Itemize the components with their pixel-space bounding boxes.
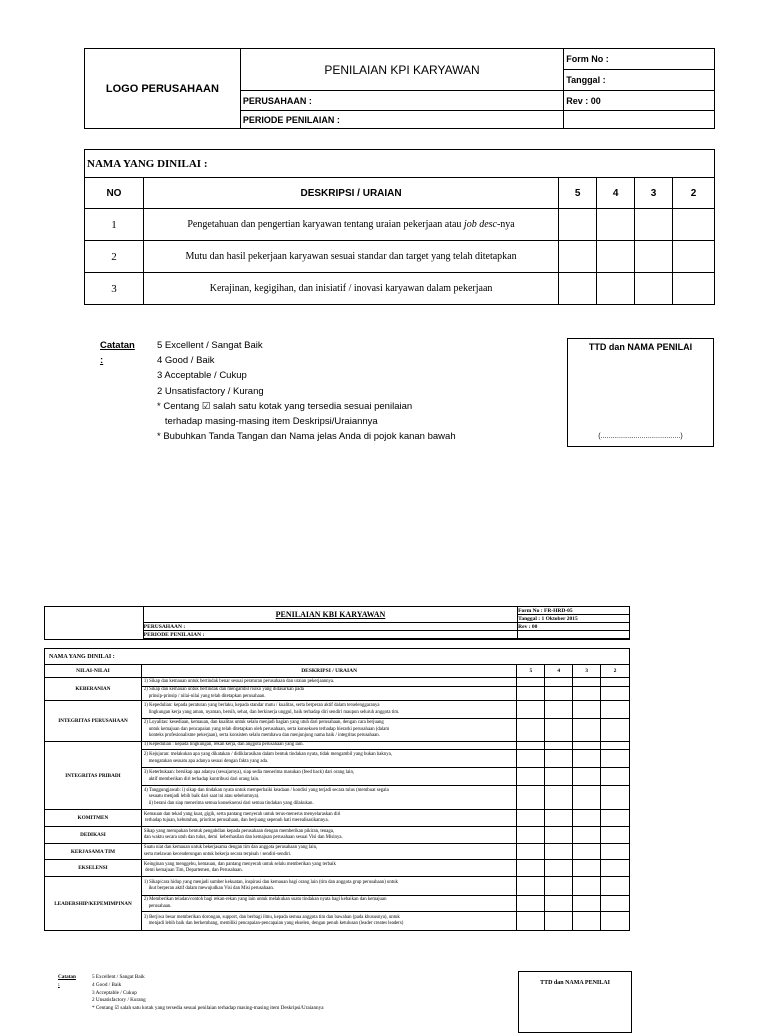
row-description: Sikap yang merupakan bentuk pengabdian kepada perusahaan dengan memberikan pikiran, tenaga, dan waktu secara utuh dan tulus, demi keberhasilan dan kemajuan perusahaan sesuai Visi dan Misinya.	[141, 827, 517, 844]
form-no-field[interactable]: Form No :	[564, 49, 715, 70]
score-checkbox-4[interactable]	[545, 844, 573, 860]
score-checkbox-5[interactable]	[517, 750, 545, 768]
row-description: 3) Berjiwa besar memberikan dorongan, support, dan berbagi ilmu, kepada semua anggota tim dan bawahan (pada khususnya), untuk menjadi lebih baik dan berkembang, memiliki pencapaian-pencapaian yang ekselen, dengan penuh ketulusan (leader creates leaders)	[141, 912, 517, 931]
catatan-label: Catatan :	[58, 974, 76, 988]
row-description: Keinginan yang menggebu, kemauan, dan pantang menyerah untuk selalu memberikan yang terbaik demi kemajuan Tim, Departemen, dan Perusahaan.	[141, 860, 517, 877]
note-line: * Centang ☑ salah satu kotak yang tersedia sesuai penilaian	[157, 400, 413, 412]
note-line: * Centang ☑ salah satu kotak yang tersedia sesuai penilaian terhadap masing-masing item Deskripsi/Uraiannya	[92, 1005, 324, 1012]
note-line: terhadap masing-masing item Deskripsi/Uraiannya	[157, 416, 378, 428]
note-line: 4 Good / Baik	[92, 981, 122, 988]
row-description: 2) Loyalitas: kesediaan, kemauan, dan kualitas untuk selalu menjadi bagian yang utuh dari perusahaan, dengan cara berjuang untuk kemajuan dan pencapaian yang telah ditetapkan oleh perusahaan, serta konsekuen terhadap hierarki perusahaan (dalam konteks profesionalisme pekerjaan), serta konsisten selalu membawa dan menjunjung nama baik / integritas perusahaan.	[141, 719, 517, 742]
category-label: KOMITMEN	[45, 810, 142, 827]
score-checkbox-3[interactable]	[573, 827, 601, 844]
row-description: 2) Kejujuran: melakukan apa yang dikatakan / didiklarasikan dalam bentuk tindakan nyata, tidak mengambil yang bukan haknya, mengatakan sesuatu apa adanya sesuai dengan fakta yang ada.	[141, 750, 517, 768]
column-header-desc: DESKRIPSI / URAIAN	[141, 665, 517, 678]
column-header-score-2: 2	[601, 665, 630, 678]
table-row	[85, 273, 715, 305]
score-checkbox-5[interactable]	[559, 209, 597, 241]
table-row	[85, 209, 715, 241]
score-checkbox-2[interactable]	[601, 742, 630, 750]
category-label: DEDIKASI	[45, 827, 142, 844]
score-checkbox-2[interactable]	[601, 750, 630, 768]
score-checkbox-3[interactable]	[573, 768, 601, 786]
category-label: KEBERANIAN	[45, 678, 142, 701]
score-checkbox-3[interactable]	[573, 810, 601, 827]
score-checkbox-4[interactable]	[545, 719, 573, 742]
score-checkbox-5[interactable]	[517, 896, 545, 912]
score-checkbox-2[interactable]	[601, 860, 630, 877]
score-checkbox-3[interactable]	[573, 750, 601, 768]
score-checkbox-4[interactable]	[545, 678, 573, 687]
signature-box[interactable]	[567, 338, 714, 447]
column-header-score-3: 3	[573, 665, 601, 678]
kbi-form-no: Form No : FR-HRD-05	[518, 607, 630, 615]
note-line: * Bubuhkan Tanda Tangan dan Nama jelas Anda di pojok kanan bawah	[157, 431, 456, 443]
score-checkbox-4[interactable]	[545, 786, 573, 810]
row-number: 1	[85, 209, 144, 241]
score-checkbox-4[interactable]	[545, 912, 573, 931]
catatan-label: Catatan :	[100, 340, 135, 367]
score-checkbox-2[interactable]	[601, 768, 630, 786]
score-checkbox-2[interactable]	[601, 827, 630, 844]
row-description: 2) Sikap dan kemauan untuk bertindak dan mengambil risiko yang didasarkan pada prinsip-prinsip / nilai-nilai yang telah ditetapkan perusahaan.	[141, 687, 517, 701]
signature-line: (.........................................)	[598, 433, 683, 440]
row-description: 1) Sikap dan kemauan untuk bertindak benar sesuai peraturan perusahaan dan uraian pekerjaannya.	[141, 678, 517, 687]
signature-title: TTD dan NAMA PENILAI	[588, 342, 693, 352]
score-checkbox-2[interactable]	[601, 844, 630, 860]
tanggal-field[interactable]: Tanggal :	[564, 70, 715, 91]
row-description: Mutu dan hasil pekerjaan karyawan sesuai standar dan target yang telah ditetapkan	[143, 241, 558, 273]
kbi-nama-dinilai-field[interactable]: NAMA YANG DINILAI :	[45, 649, 630, 665]
score-checkbox-4[interactable]	[545, 896, 573, 912]
score-checkbox-4[interactable]	[545, 877, 573, 896]
kbi-perusahaan-field[interactable]: PERUSAHAAN :	[143, 623, 517, 631]
score-checkbox-2[interactable]	[673, 209, 715, 241]
score-checkbox-4[interactable]	[545, 810, 573, 827]
score-checkbox-5[interactable]	[517, 768, 545, 786]
kbi-table-body	[45, 678, 630, 931]
row-description: Kemauan dan tekad yang kuat, gigih, serta pantang menyerah untuk terus-menerus menyelaraskan diri terhadap tujuan, kebutuhan, prioritas perusahaan, dan berjuang sepenuh hati merealisasikannya.	[141, 810, 517, 827]
category-label: INTEGRITAS PERUSAHAAN	[45, 701, 142, 742]
score-checkbox-4[interactable]	[597, 241, 635, 273]
kbi-title: PENILAIAN KBI KARYAWAN	[143, 607, 517, 623]
note-line: 3 Acceptable / Cukup	[92, 989, 137, 996]
table-row	[45, 844, 630, 860]
page-title: PENILAIAN KPI KARYAWAN	[240, 49, 563, 91]
score-checkbox-3[interactable]	[635, 273, 673, 305]
score-checkbox-2[interactable]	[673, 241, 715, 273]
score-checkbox-4[interactable]	[597, 209, 635, 241]
score-checkbox-5[interactable]	[517, 860, 545, 877]
score-checkbox-3[interactable]	[635, 209, 673, 241]
note-line: 3 Acceptable / Cukup	[157, 370, 247, 382]
company-logo-placeholder: LOGO PERUSAHAAN	[85, 49, 241, 129]
category-label: LEADERSHIP/KEPEMIMPINAN	[45, 877, 142, 931]
note-line: 4 Good / Baik	[157, 355, 215, 367]
score-checkbox-3[interactable]	[573, 877, 601, 896]
score-checkbox-5[interactable]	[517, 877, 545, 896]
column-header-score-4: 4	[597, 178, 635, 209]
score-checkbox-3[interactable]	[573, 860, 601, 877]
kbi-logo-placeholder	[45, 607, 144, 640]
kbi-tanggal: Tanggal : 1 Oktober 2015	[518, 615, 630, 623]
score-checkbox-3[interactable]	[573, 786, 601, 810]
row-description: 2) Memberikan teladan/contoh bagi rekan-rekan yang lain untuk melakukan suatu tindakan nyata bagi kebaikan dan kemajuan perusahaan.	[141, 896, 517, 912]
note-line: 2 Unsatisfactory / Kurang	[92, 997, 146, 1004]
score-checkbox-3[interactable]	[573, 844, 601, 860]
score-checkbox-2[interactable]	[601, 877, 630, 896]
signature-title: TTD dan NAMA PENILAI	[540, 980, 610, 986]
score-checkbox-2[interactable]	[601, 687, 630, 701]
table-row	[45, 742, 630, 750]
score-checkbox-2[interactable]	[601, 786, 630, 810]
column-header-score-5: 5	[517, 665, 545, 678]
row-description: 1) Kepedulian : kepada lingkungan, rekan kerja, dan anggota perusahaan yang lain.	[141, 742, 517, 750]
column-header-score-5: 5	[559, 178, 597, 209]
score-checkbox-4[interactable]	[545, 768, 573, 786]
score-checkbox-3[interactable]	[573, 896, 601, 912]
score-checkbox-3[interactable]	[573, 701, 601, 719]
score-checkbox-2[interactable]	[601, 912, 630, 931]
note-line: 5 Excellent / Sangat Baik	[92, 974, 145, 980]
score-checkbox-5[interactable]	[517, 810, 545, 827]
score-checkbox-5[interactable]	[517, 844, 545, 860]
score-checkbox-2[interactable]	[601, 719, 630, 742]
score-checkbox-4[interactable]	[545, 687, 573, 701]
column-header-nilai: NILAI-NILAI	[45, 665, 142, 678]
note-line: 2 Unsatisfactory / Kurang	[157, 385, 264, 397]
score-checkbox-5[interactable]	[517, 827, 545, 844]
score-checkbox-3[interactable]	[573, 687, 601, 701]
perusahaan-field[interactable]: PERUSAHAAN :	[240, 91, 563, 111]
kbi-header-table	[44, 606, 630, 640]
row-description: 1) Sikap/cara hidup yang menjadi sumber kekuatan, inspirasi dan kemauan bagi orang lain (tim dan anggota grup perusahaan) untuk ikut berperan aktif dalam mewujudkan Visi dan Misi perusahaan.	[141, 877, 517, 896]
kbi-periode-field[interactable]: PERIODE PENILAIAN :	[143, 631, 517, 639]
score-checkbox-2[interactable]	[601, 896, 630, 912]
score-checkbox-4[interactable]	[597, 273, 635, 305]
periode-field[interactable]: PERIODE PENILAIAN :	[240, 111, 563, 129]
score-checkbox-5[interactable]	[517, 912, 545, 931]
table-row	[45, 827, 630, 844]
column-header-desc: DESKRIPSI / URAIAN	[143, 178, 558, 209]
table-row	[45, 678, 630, 687]
note-line: 5 Excellent / Sangat Baik	[157, 340, 263, 351]
score-checkbox-4[interactable]	[545, 750, 573, 768]
kpi-score-table	[84, 149, 715, 305]
score-checkbox-2[interactable]	[601, 701, 630, 719]
table-row	[45, 810, 630, 827]
row-description: Kerajinan, kegigihan, dan inisiatif / inovasi karyawan dalam pekerjaan	[143, 273, 558, 305]
rev-field: Rev : 00	[564, 91, 715, 111]
row-description: 4) Tanggungjawab: i) sikap dan tindakan nyata untuk memperbaiki keadaan / kondisi yang terjadi secara tulus (membuat segala sesuatu menjadi lebih baik dari saat ini atau sebelumnya). ii) berani dan siap menerima semua konsekuensi dari semua tindakan yang dilakukan.	[141, 786, 517, 810]
column-header-no: NO	[85, 178, 144, 209]
score-checkbox-5[interactable]	[517, 687, 545, 701]
column-header-score-2: 2	[673, 178, 715, 209]
score-checkbox-5[interactable]	[517, 678, 545, 687]
score-checkbox-4[interactable]	[545, 701, 573, 719]
kbi-rev: Rev : 00	[518, 623, 630, 631]
column-header-score-4: 4	[545, 665, 573, 678]
kbi-score-table	[44, 648, 630, 931]
score-checkbox-5[interactable]	[517, 701, 545, 719]
row-description: 1) Kepedulian: kepada peraturan yang berlaku, kepada standar mutu / kualitas, serta berperan aktif dalam terselenggaranya lingkungan kerja yang aman, nyaman, bersih, sehat, dan berkinerja unggul, baik terhadap diri sendiri maupun seluruh anggota tim.	[141, 701, 517, 719]
row-number: 2	[85, 241, 144, 273]
score-checkbox-4[interactable]	[545, 860, 573, 877]
score-checkbox-3[interactable]	[573, 719, 601, 742]
table-row	[45, 860, 630, 877]
kpi-header-table	[84, 48, 715, 129]
score-checkbox-5[interactable]	[517, 742, 545, 750]
table-row	[45, 877, 630, 896]
row-description: 3) Keterbukaan: bersikap apa adanya (sewajarnya), siap sedia menerima masukan (feed back) dari orang lain, aktif memberikan diri terhadap kontribusi dari orang lain.	[141, 768, 517, 786]
column-header-score-3: 3	[635, 178, 673, 209]
score-checkbox-2[interactable]	[673, 273, 715, 305]
score-checkbox-5[interactable]	[517, 786, 545, 810]
row-number: 3	[85, 273, 144, 305]
score-checkbox-2[interactable]	[601, 678, 630, 687]
score-checkbox-4[interactable]	[545, 742, 573, 750]
score-checkbox-5[interactable]	[517, 719, 545, 742]
table-row	[85, 241, 715, 273]
score-checkbox-2[interactable]	[601, 810, 630, 827]
row-description: Suatu niat dan kemauan untuk bekerjasama dengan tim dan anggota perusahaan yang lain, serta melawan kecenderungan untuk bekerja secara terpisah / sendiri-sendiri.	[141, 844, 517, 860]
score-checkbox-5[interactable]	[559, 241, 597, 273]
nama-dinilai-field[interactable]: NAMA YANG DINILAI :	[85, 150, 715, 178]
score-checkbox-3[interactable]	[573, 912, 601, 931]
category-label: INTEGRITAS PRIBADI	[45, 742, 142, 810]
score-checkbox-4[interactable]	[545, 827, 573, 844]
row-description: Pengetahuan dan pengertian karyawan tentang uraian pekerjaan atau job desc-nya	[143, 209, 558, 241]
score-checkbox-3[interactable]	[573, 742, 601, 750]
table-row	[45, 701, 630, 719]
score-checkbox-3[interactable]	[635, 241, 673, 273]
category-label: KERJASAMA TIM	[45, 844, 142, 860]
category-label: EKSELENSI	[45, 860, 142, 877]
score-checkbox-3[interactable]	[573, 678, 601, 687]
score-checkbox-5[interactable]	[559, 273, 597, 305]
